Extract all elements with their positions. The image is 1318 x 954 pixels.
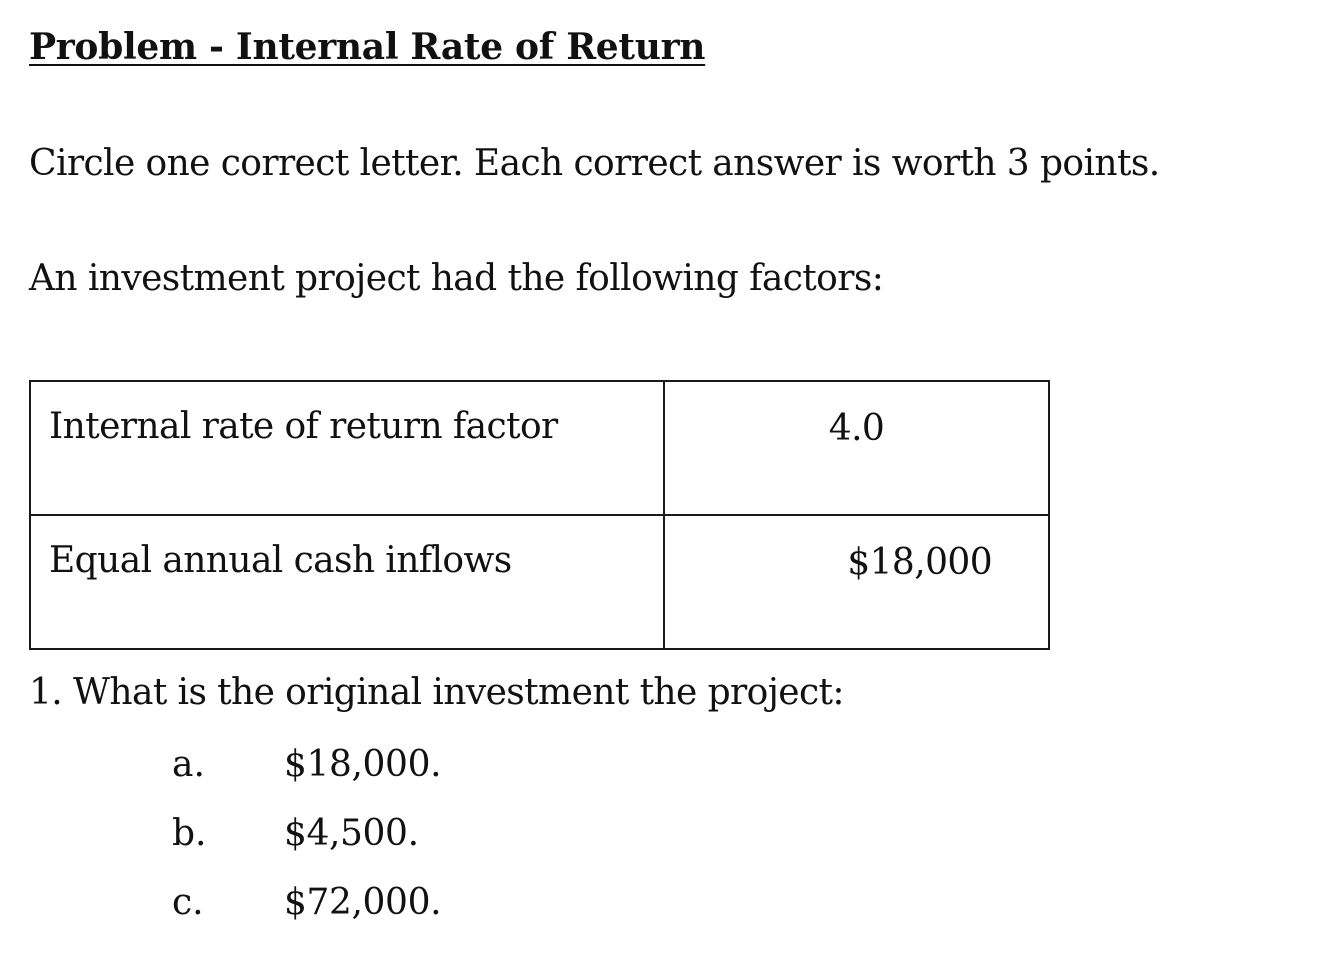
page-title: Problem - Internal Rate of Return — [29, 26, 706, 68]
factor-label-irr: Internal rate of return factor — [30, 381, 664, 515]
option-text: $4,500. — [284, 813, 419, 854]
question-prompt: 1. What is the original investment the project: — [29, 672, 844, 713]
option-text: $18,000. — [284, 744, 442, 785]
table-row — [30, 515, 1049, 649]
factor-label-cash-inflows: Equal annual cash inflows — [30, 515, 664, 649]
table-row — [30, 381, 1049, 515]
factor-value-irr: 4.0 — [664, 381, 1049, 515]
factor-value-cash-inflows: $18,000 — [664, 515, 1049, 649]
option-letter[interactable]: b. — [172, 813, 207, 854]
factors-table — [29, 380, 1050, 650]
intro-text: An investment project had the following factors: — [29, 258, 884, 299]
option-letter[interactable]: c. — [172, 882, 204, 923]
instructions-text: Circle one correct letter. Each correct answer is worth 3 points. — [29, 143, 1160, 184]
option-text: $72,000. — [284, 882, 442, 923]
option-letter[interactable]: a. — [172, 744, 205, 785]
